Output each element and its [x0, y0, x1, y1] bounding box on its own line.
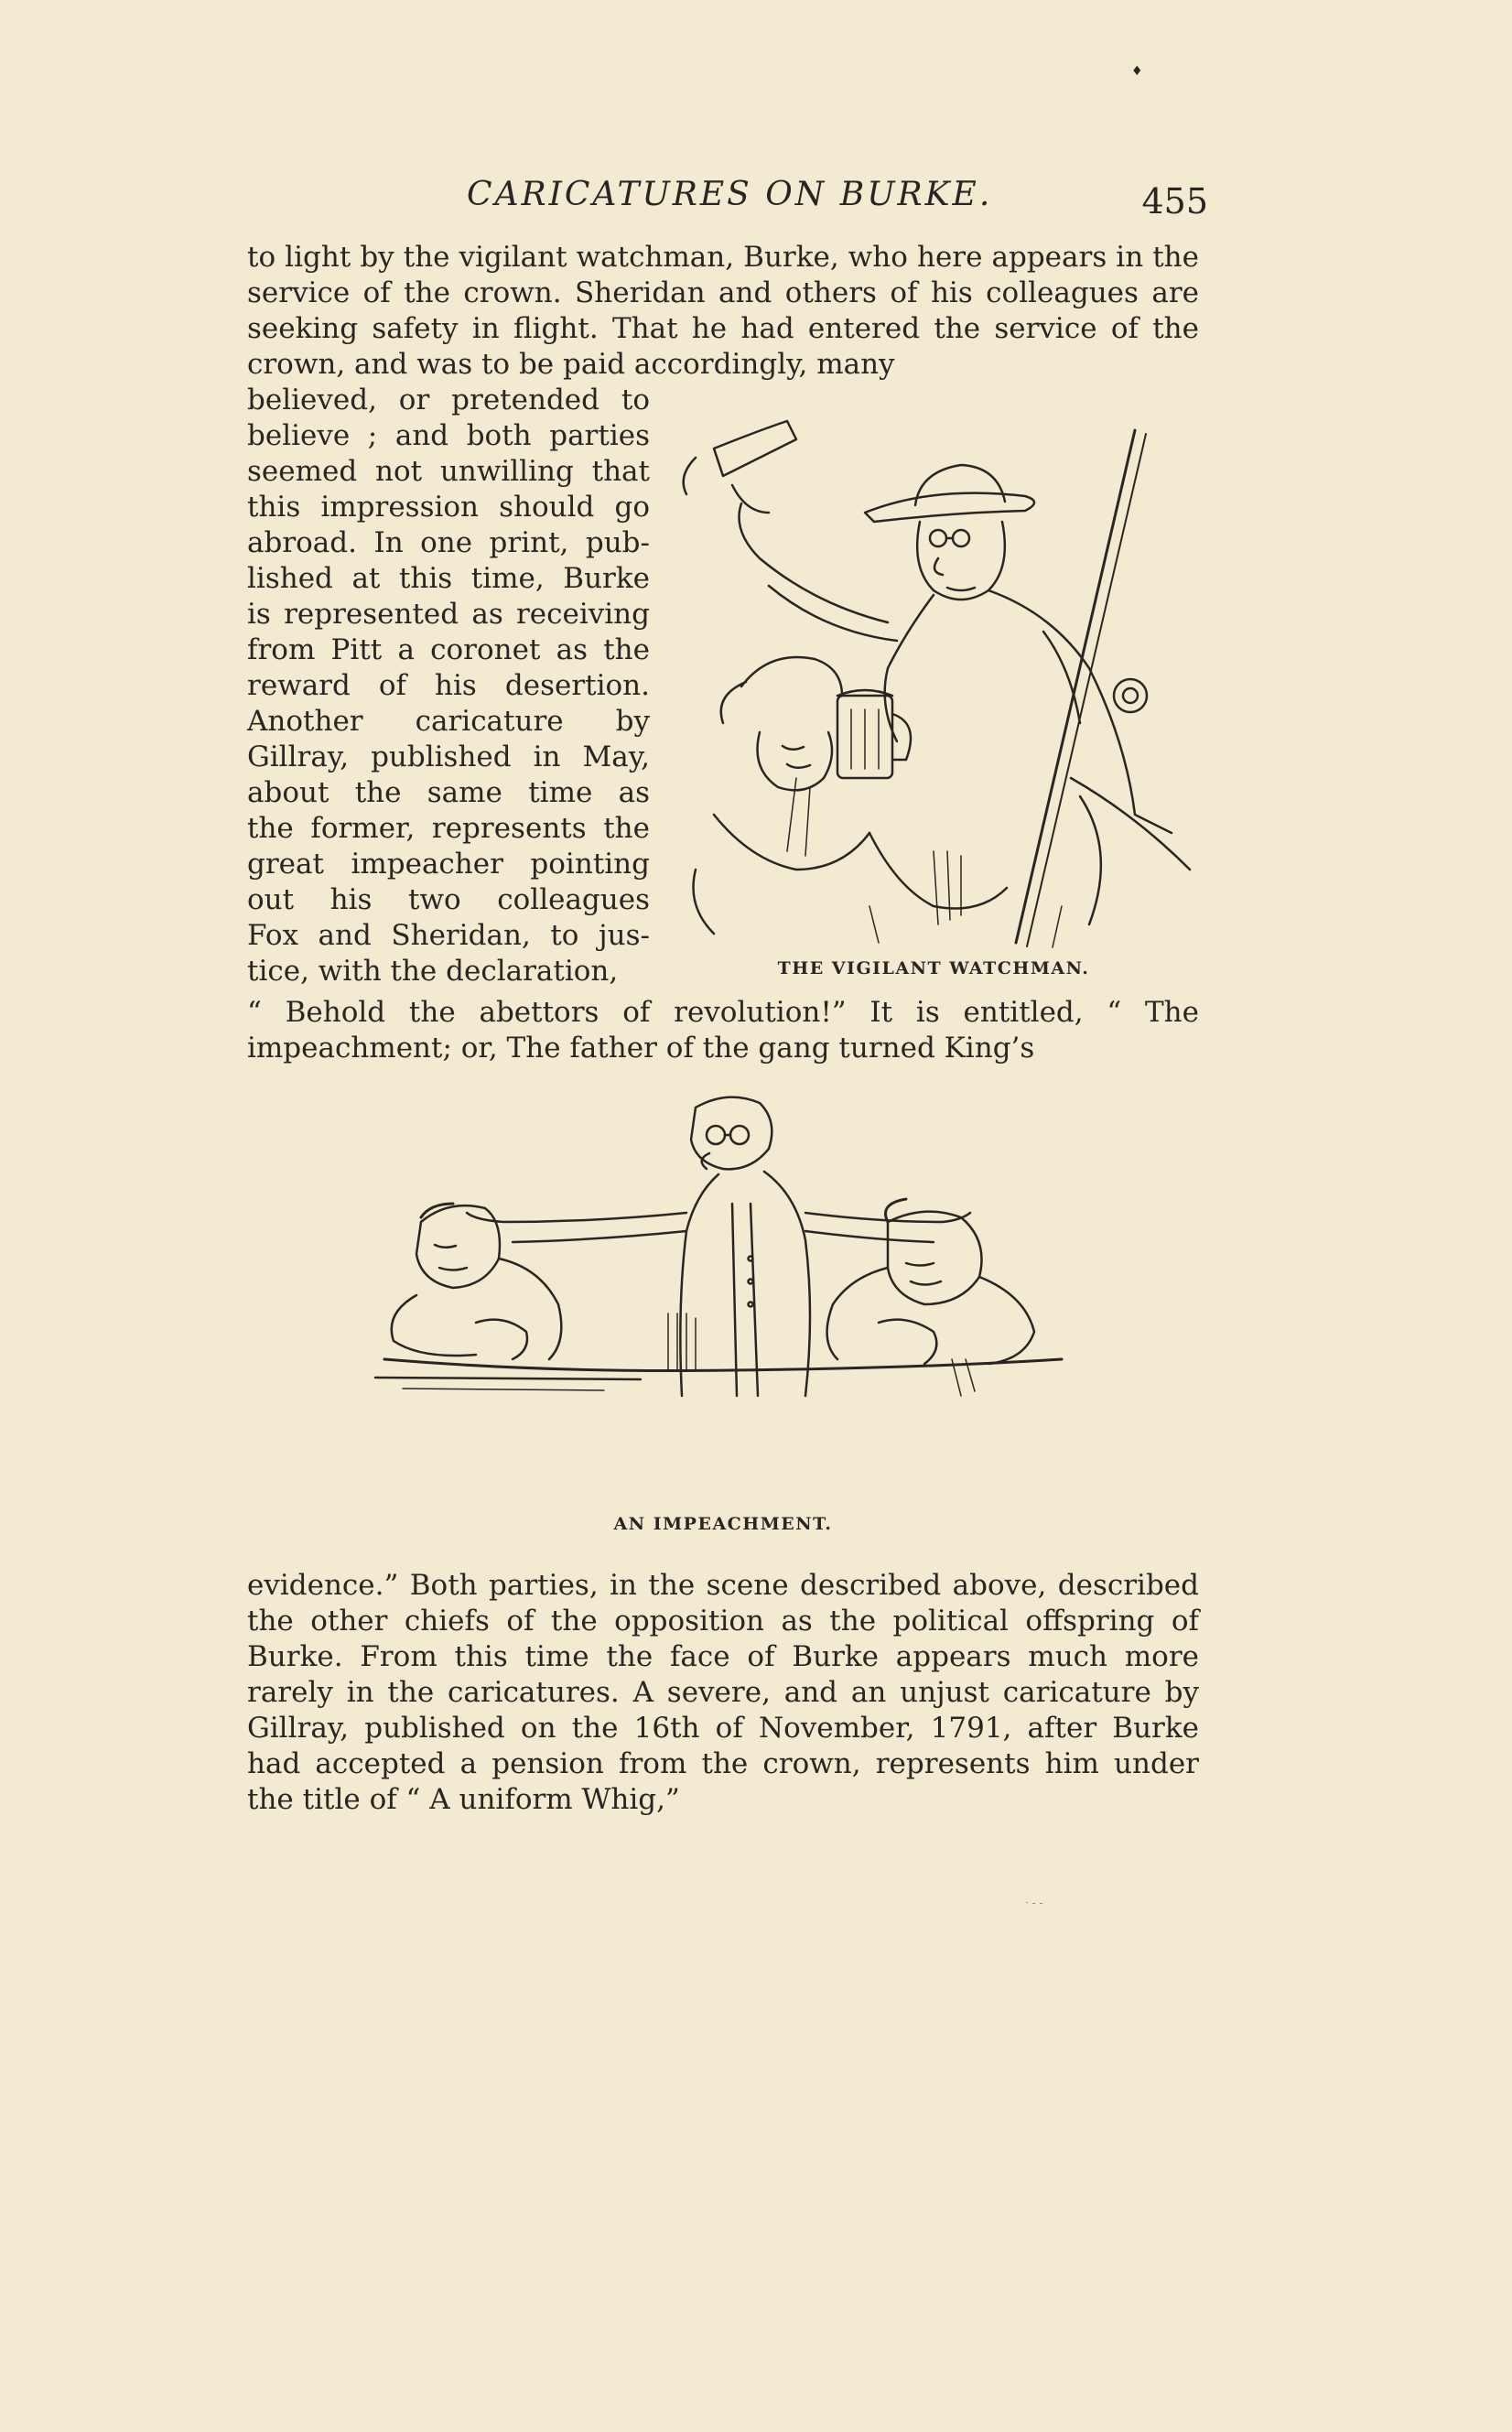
wrap-line: tice, with the declaration,: [247, 955, 619, 988]
wrap-line: Another caricature by: [247, 705, 650, 738]
paragraph-middle: “ Behold the abettors of revolution!” It is entitled, “ The impeachment; or, The father of the gang turned King’s: [247, 996, 1199, 1065]
figure-caption-watchman: THE VIGILANT WATCHMAN.: [777, 958, 1090, 978]
paragraph-bottom: evidence.” Both parties, in the scene described above, described the other chiefs of the opposition as the political offspring of Burke. From this time the face of Burke appears much more rarely in the caricatures. A severe, and an unjust caricature by Gillray, published on the 16th of November, 1791, after Burke had accepted a pension from the crown, represents him under the title of “ A uniform Whig,”: [247, 1569, 1199, 1816]
wrap-line: abroad. In one print, pub-: [247, 526, 650, 559]
wrap-line: Fox and Sheridan, to jus-: [247, 919, 650, 952]
wrap-line: reward of his desertion.: [247, 669, 650, 702]
wrapped-text-column: [247, 383, 650, 989]
paragraph-top: to light by the vigilant watchman, Burke, who here appears in the service of the crown. Sheridan and others of his colleagues are seeking safety in flight. That he had entered the service of the crown, and was to be paid accordingly, many: [247, 241, 1199, 381]
wrap-line: the former, represents the: [247, 812, 650, 845]
wrap-line: this impression should go: [247, 491, 650, 524]
wrap-line: seemed not unwilling that: [247, 455, 650, 488]
vigilant-watchman-illustration: [659, 394, 1208, 961]
page-header: [247, 176, 1208, 231]
wrap-line: Gillray, published in May,: [247, 740, 650, 773]
wrap-line: is represented as receiving: [247, 598, 650, 631]
running-head: CARICATURES ON BURKE.: [467, 176, 993, 213]
print-mark: ♦: [1131, 64, 1143, 79]
wrap-line: believed, or pretended to: [247, 384, 650, 416]
wrap-line: great impeacher pointing: [247, 848, 650, 881]
wrap-line: from Pitt a coronet as the: [247, 633, 650, 666]
print-speck: · - -: [1025, 1897, 1043, 1909]
wrap-line: lished at this time, Burke: [247, 562, 650, 595]
page-number: 455: [1141, 181, 1208, 222]
wrap-line: out his two colleagues: [247, 883, 650, 916]
impeachment-illustration: [366, 1085, 1080, 1515]
wrap-line: about the same time as: [247, 776, 650, 809]
figure-caption-impeachment: AN IMPEACHMENT.: [613, 1514, 833, 1534]
wrap-line: believe ; and both parties: [247, 419, 650, 452]
